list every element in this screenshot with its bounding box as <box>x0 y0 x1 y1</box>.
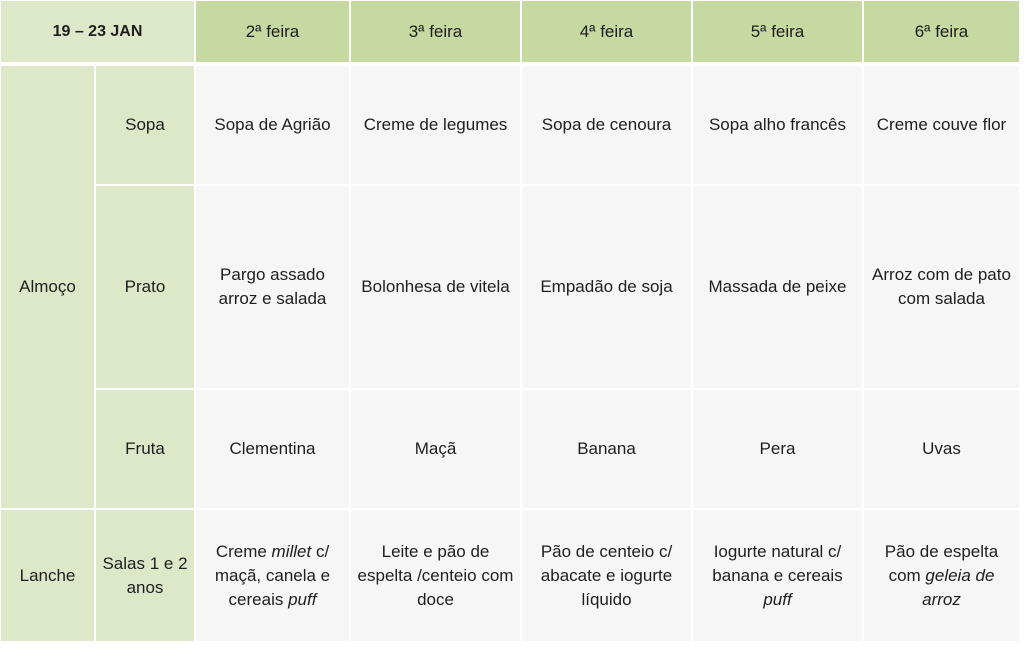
sopa-wednesday: Sopa de cenoura <box>522 66 693 186</box>
sopa-row <box>1 66 1021 186</box>
header-row <box>1 1 1021 64</box>
fruta-wednesday: Banana <box>522 390 693 510</box>
fruta-friday: Uvas <box>864 390 1021 510</box>
fruta-thursday: Pera <box>693 390 864 510</box>
prato-monday: Pargo assado arroz e salada <box>196 186 351 390</box>
prato-friday: Arroz com de pato com salada <box>864 186 1021 390</box>
fruta-label: Fruta <box>96 390 196 510</box>
fruta-monday: Clementina <box>196 390 351 510</box>
week-range: 19 – 23 JAN <box>1 1 196 64</box>
lanche-wednesday: Pão de centeio c/ abacate e iogurte líquido <box>522 510 693 643</box>
sopa-monday: Sopa de Agrião <box>196 66 351 186</box>
lanche-friday: Pão de espelta com geleia de arroz <box>864 510 1021 643</box>
sopa-friday: Creme couve flor <box>864 66 1021 186</box>
prato-tuesday: Bolonhesa de vitela <box>351 186 522 390</box>
fruta-tuesday: Maçã <box>351 390 522 510</box>
lanche-sub-label: Salas 1 e 2 anos <box>96 510 196 643</box>
prato-label: Prato <box>96 186 196 390</box>
almoco-label: Almoço <box>1 66 96 510</box>
lanche-row <box>1 510 1021 643</box>
menu-table <box>1 1 1021 643</box>
sopa-label: Sopa <box>96 66 196 186</box>
prato-wednesday: Empadão de soja <box>522 186 693 390</box>
day-friday: 6ª feira <box>864 1 1021 64</box>
prato-row <box>1 186 1021 390</box>
lanche-thursday: Iogurte natural c/ banana e cereais puff <box>693 510 864 643</box>
sopa-thursday: Sopa alho francês <box>693 66 864 186</box>
lanche-label: Lanche <box>1 510 96 643</box>
lanche-tuesday: Leite e pão de espelta /centeio com doce <box>351 510 522 643</box>
day-monday: 2ª feira <box>196 1 351 64</box>
day-thursday: 5ª feira <box>693 1 864 64</box>
day-wednesday: 4ª feira <box>522 1 693 64</box>
lanche-monday: Creme millet c/ maçã, canela e cereais puff <box>196 510 351 643</box>
prato-thursday: Massada de peixe <box>693 186 864 390</box>
day-tuesday: 3ª feira <box>351 1 522 64</box>
sopa-tuesday: Creme de legumes <box>351 66 522 186</box>
fruta-row <box>1 390 1021 510</box>
